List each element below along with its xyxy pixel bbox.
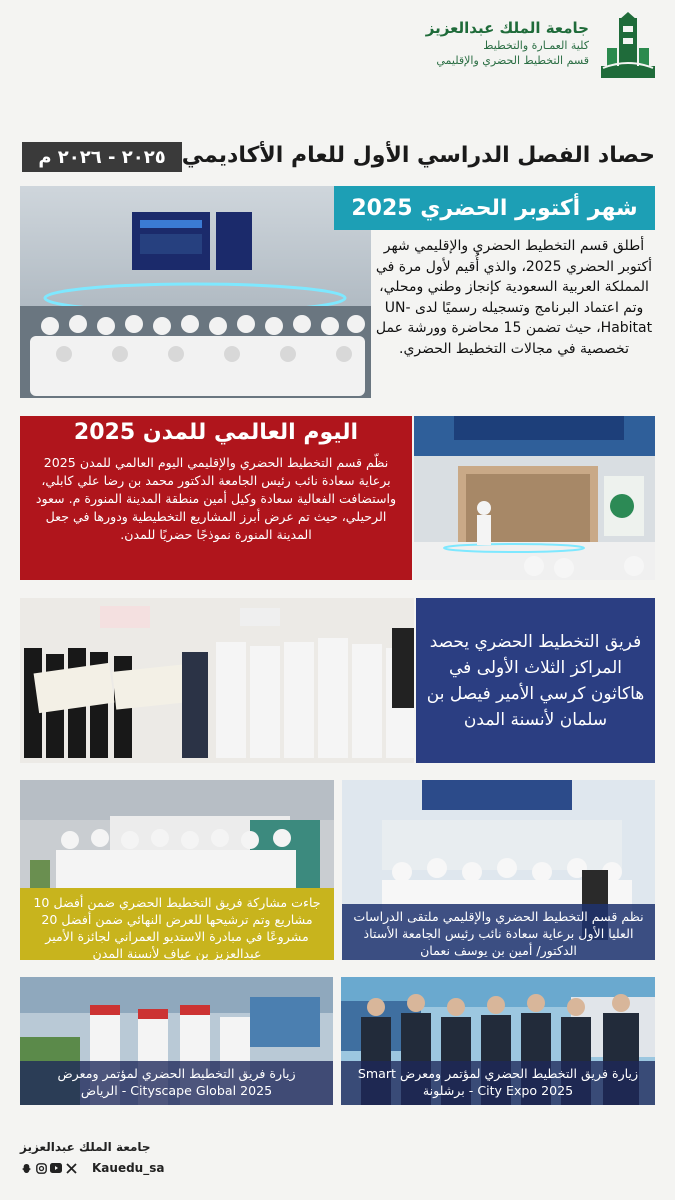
university-name: جامعة الملك عبدالعزيز	[425, 19, 589, 37]
section2-photo	[414, 416, 655, 580]
snapchat-icon[interactable]	[20, 1162, 32, 1174]
college-name: كلية العمـارة والتخطيط	[483, 39, 589, 52]
section1-body: أطلق قسم التخطيط الحضري والإقليمي شهر أكتوبر الحضري 2025، والذي أُقيم لأول مرة في المملكة العربية السعودية كإنجاز وطني ومحلي، وتم اعتماد البرنامج وتسجيله رسميًا لدى UN-Habitat، حيث تضمن 15 محاضرة وورشة عمل تخصصية في مجالات التخطيط الحضري.	[375, 238, 653, 357]
card3-caption: زيارة فريق التخطيط الحضري لمؤتمر ومعرض Smart City Expo 2025 - برشلونة	[341, 1061, 655, 1105]
card4-caption: زيارة فريق التخطيط الحضري لمؤتمر ومعرض Cityscape Global 2025 - الرياض	[20, 1061, 333, 1105]
section3-photo	[20, 598, 414, 763]
section2-card	[20, 416, 412, 580]
section3-card: فريق التخطيط الحضري يحصد المراكز الثلاث الأولى في هاكاثون كرسي الأمير فيصل بن سلمان لأنسنة المدن	[416, 598, 655, 763]
footer-university: جامعة الملك عبدالعزيز	[20, 1140, 151, 1154]
card4	[20, 977, 333, 1105]
footer-handle[interactable]: Kauedu_sa	[92, 1161, 165, 1175]
page-title: حصاد الفصل الدراسي الأول للعام الأكاديمي	[181, 143, 655, 168]
youtube-icon[interactable]	[50, 1162, 62, 1174]
card3	[341, 977, 655, 1105]
year-badge: ٢٠٢٥ - ٢٠٢٦ م	[22, 142, 182, 172]
section2-body: نظّم قسم التخطيط الحضري والإقليمي اليوم العالمي للمدن 2025 برعاية سعادة نائب رئيس الجامعة الدكتور محمد بن رضا علي كابلي، واستضافت الفعالية سعادة وكيل أمين منطقة المدينة المنورة م. سعود الرحيلي، حيث تم عرض أبرز المشاريع التخطيطية ودورها في جعل المدينة المنورة نموذجًا حضريًا للمدن.	[35, 455, 397, 542]
social-icons	[20, 1162, 77, 1174]
card1	[342, 780, 655, 960]
department-name: قسم التخطيط الحضري والإقليمي	[436, 54, 589, 67]
card2-caption: جاءت مشاركة فريق التخطيط الحضري ضمن أفضل 10 مشاريع وتم ترشيحها للعرض النهائي ضمن أفضل 20 مشروعًا في مبادرة الاستديو العمراني لجائزة الأمير عبدالعزيز بن عياف لأنسنة المدن	[20, 888, 334, 960]
x-icon[interactable]	[65, 1162, 77, 1174]
card2	[20, 780, 334, 960]
section1-heading: شهر أكتوبر الحضري 2025	[334, 186, 655, 230]
instagram-icon[interactable]	[35, 1162, 47, 1174]
card1-caption: نظم قسم التخطيط الحضري والإقليمي ملتقى الدراسات العليا الأول برعاية سعادة نائب رئيس الجامعة الأستاذ الدكتور/ أمين بن يوسف نعمان	[342, 904, 655, 960]
section2-heading: اليوم العالمي للمدن 2025	[73, 420, 359, 445]
kau-logo-icon	[597, 12, 659, 80]
section1-photo	[20, 186, 371, 398]
header-text	[426, 18, 589, 68]
